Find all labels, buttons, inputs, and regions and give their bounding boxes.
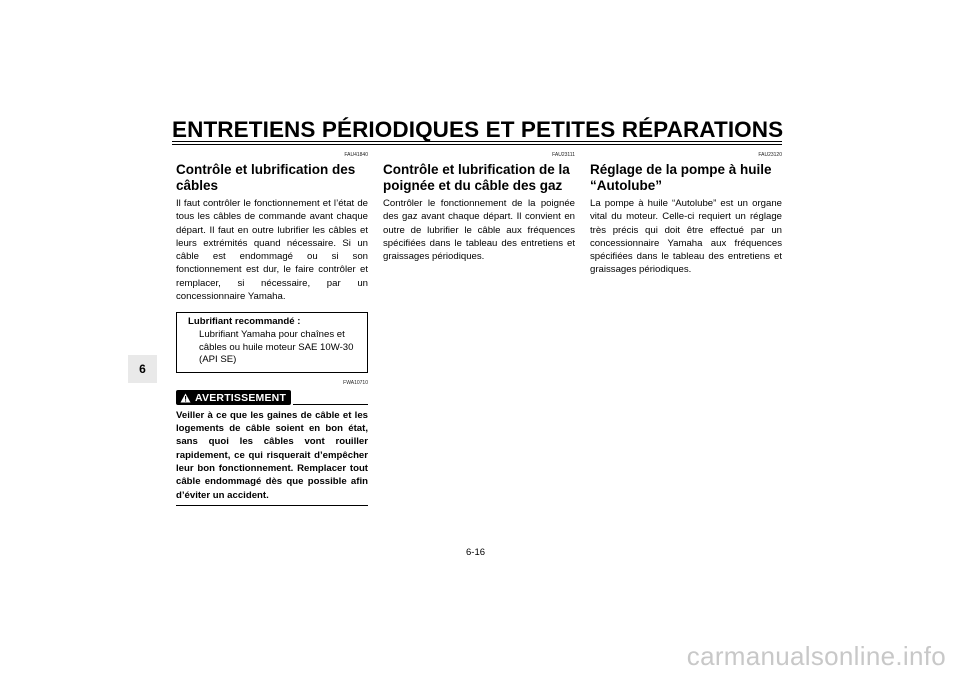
warning-badge-wrap [176, 390, 293, 408]
title-rule [172, 141, 782, 145]
section-body: La pompe à huile “Autolube” est un organe vital du moteur. Celle-ci requiert un réglage très précis qui doit être effectué par un concessionnaire Yamaha aux fréquences spécifiées dans le tableau des entretiens et graissages périodiques. [590, 198, 782, 276]
lubricant-text: Lubrifiant Yamaha pour chaînes et câbles ou huile moteur SAE 10W-30 (API SE) [199, 328, 354, 366]
warning-label: AVERTISSEMENT [195, 391, 287, 404]
section-heading: Contrôle et lubrification des câbles [176, 162, 356, 193]
section-body: Il faut contrôler le fonctionnement et l’état de tous les câbles de commande avant chaque départ. Il faut en outre lubrifier les câbles et leurs extrémités quand nécessaire. Si un câble est endommagé ou si son fonctionnement est dur, le faire contrôler et remplacer, si nécessaire, par un concessionnaire Yamaha. [176, 198, 368, 303]
section-oil-pump [590, 151, 782, 277]
watermark: carmanualsonline.info [686, 641, 946, 671]
section-code: FAU41840 [344, 152, 368, 158]
section-code: FAU23111 [552, 152, 575, 158]
warning-triangle-icon [180, 393, 191, 403]
section-heading: Contrôle et lubrification de la poignée et du câble des gaz [383, 162, 570, 193]
warning-badge [176, 390, 291, 405]
lubricant-box [176, 312, 368, 372]
section-code: FAU23120 [758, 152, 782, 158]
page-title: ENTRETIENS PÉRIODIQUES ET PETITES RÉPARATIONS [172, 117, 784, 142]
warning-text: Veiller à ce que les gaines de câble et les logements de câble soient en bon état, sans quoi les câbles vont rouiller rapidement, ce qui risquerait d’empêcher leur bon fonctionnement. Remplacer tout câble endommagé dès que possible afin d’éviter un accident. [176, 409, 368, 506]
warning-code: FWA10710 [343, 379, 368, 386]
section-body: Contrôler le fonctionnement de la poignée des gaz avant chaque départ. Il convient en outre de lubrifier le câble aux fréquences spécifiées dans le tableau des entretiens et graissages périodiques. [383, 198, 575, 263]
chapter-tab: 6 [128, 355, 157, 383]
section-heading: Réglage de la pompe à huile “Autolube” [590, 162, 772, 193]
section-throttle [383, 151, 575, 263]
warning-header [176, 390, 368, 408]
page-number: 6-16 [466, 547, 486, 558]
lubricant-title: Lubrifiant recommandé : [188, 316, 301, 328]
section-cables [176, 151, 368, 506]
